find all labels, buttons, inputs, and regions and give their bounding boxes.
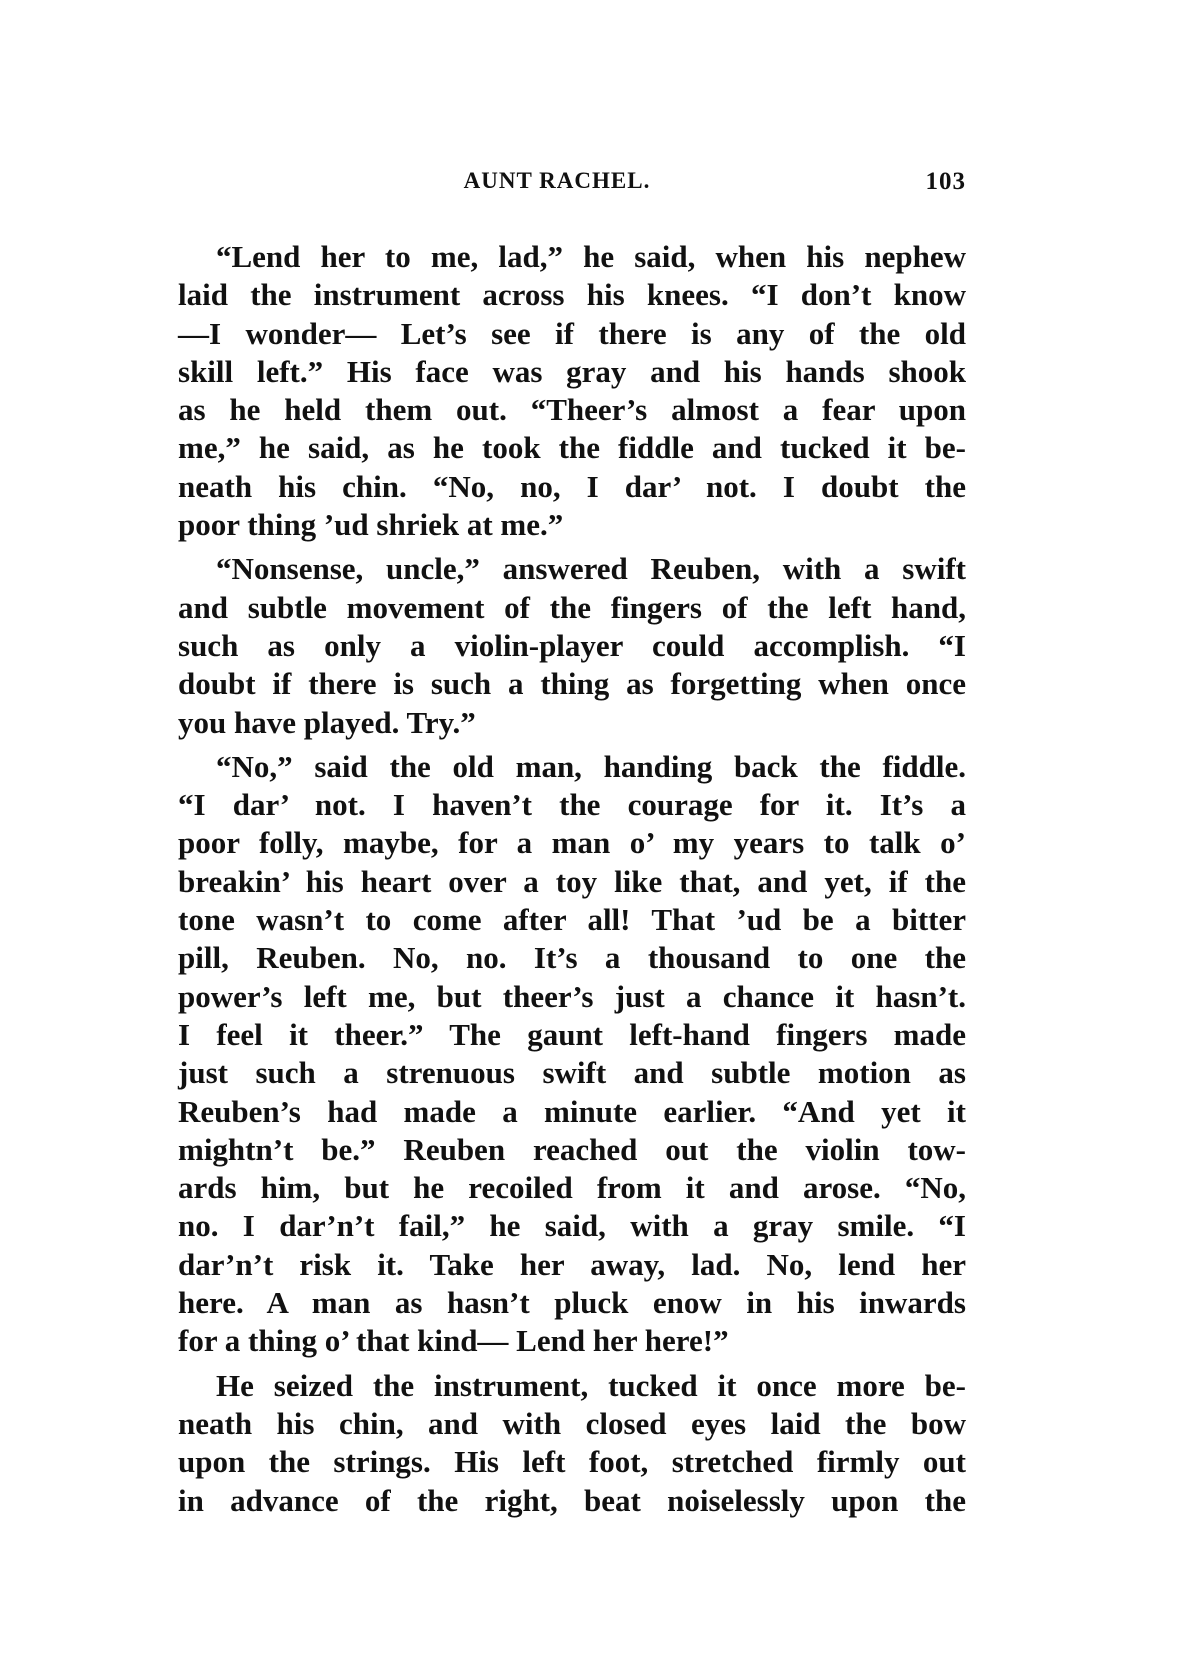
page-number: 103 bbox=[925, 168, 966, 195]
text-line: I feel it theer.” The gaunt left-hand fingers made bbox=[178, 1016, 966, 1052]
text-line: as he held them out. “Theer’s almost a fear upon bbox=[178, 392, 966, 428]
text-line: just such a strenuous swift and subtle motion as bbox=[178, 1055, 966, 1091]
text-line: —I wonder— Let’s see if there is any of the old bbox=[178, 315, 966, 351]
text-line: “I dar’ not. I haven’t the courage for it. It’s a bbox=[178, 787, 966, 823]
text-line: He seized the instrument, tucked it once more be- bbox=[216, 1367, 966, 1403]
text-line: you have played. Try.” bbox=[178, 704, 476, 740]
text-line: Reuben’s had made a minute earlier. “And yet it bbox=[178, 1093, 966, 1129]
body-text bbox=[178, 238, 966, 1526]
running-head bbox=[178, 168, 966, 204]
paragraph bbox=[178, 748, 966, 1361]
text-line: and subtle movement of the fingers of the left hand, bbox=[178, 589, 966, 625]
text-line: for a thing o’ that kind— Lend her here!” bbox=[178, 1323, 729, 1359]
text-line: dar’n’t risk it. Take her away, lad. No, lend her bbox=[178, 1246, 966, 1282]
text-line: “No,” said the old man, handing back the fiddle. bbox=[216, 748, 966, 784]
text-line: skill left.” His face was gray and his hands shook bbox=[178, 353, 966, 389]
text-line: power’s left me, but theer’s just a chance it hasn’t. bbox=[178, 978, 966, 1014]
text-line: pill, Reuben. No, no. It’s a thousand to one the bbox=[178, 940, 966, 976]
text-line: laid the instrument across his knees. “I don’t know bbox=[178, 277, 966, 313]
text-line: doubt if there is such a thing as forgetting when once bbox=[178, 666, 966, 702]
text-line: “Lend her to me, lad,” he said, when his nephew bbox=[216, 239, 966, 274]
paragraph bbox=[178, 1367, 966, 1520]
text-line: neath his chin, and with closed eyes laid the bow bbox=[178, 1405, 966, 1441]
text-line: me,” he said, as he took the fiddle and tucked it be- bbox=[178, 430, 966, 466]
text-line: tone wasn’t to come after all! That ’ud be a bitter bbox=[178, 902, 966, 938]
paragraph bbox=[178, 550, 966, 741]
text-line: “Nonsense, uncle,” answered Reuben, with a swift bbox=[216, 551, 966, 587]
text-line: upon the strings. His left foot, stretched firmly out bbox=[178, 1444, 966, 1480]
text-line: in advance of the right, beat noiselessly upon the bbox=[178, 1482, 966, 1518]
text-line: neath his chin. “No, no, I dar’ not. I doubt the bbox=[178, 468, 966, 504]
text-line: poor thing ’ud shriek at me.” bbox=[178, 507, 564, 543]
text-line: mightn’t be.” Reuben reached out the violin tow- bbox=[178, 1131, 966, 1167]
text-line: no. I dar’n’t fail,” he said, with a gray smile. “I bbox=[178, 1208, 966, 1244]
running-title: AUNT RACHEL. bbox=[463, 168, 651, 193]
text-line: ards him, but he recoiled from it and arose. “No, bbox=[178, 1170, 966, 1206]
text-line: breakin’ his heart over a toy like that, and yet, if the bbox=[178, 863, 966, 899]
paragraph bbox=[178, 238, 966, 544]
text-line: such as only a violin-player could accomplish. “I bbox=[178, 627, 966, 663]
text-line: here. A man as hasn’t pluck enow in his inwards bbox=[178, 1285, 966, 1321]
text-line: poor folly, maybe, for a man o’ my years to talk o’ bbox=[178, 825, 966, 861]
